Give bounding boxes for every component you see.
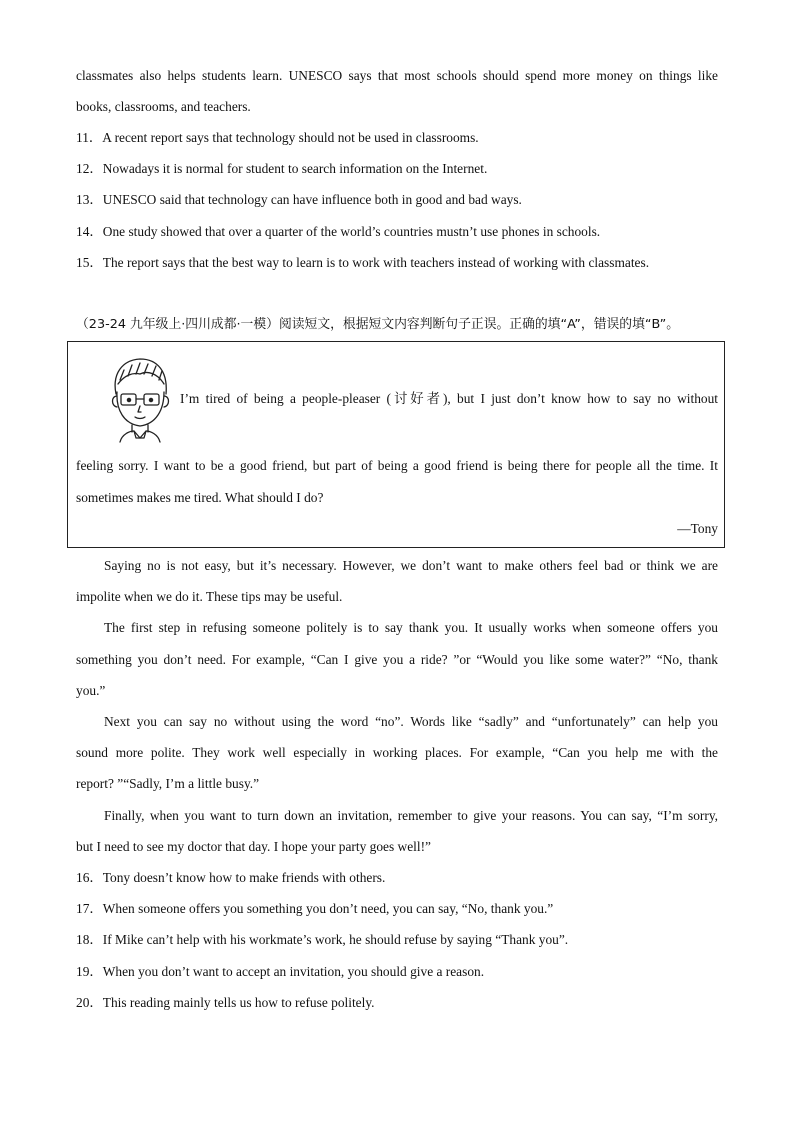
letter-line: I’m tired of being a people-pleaser (讨好者), but I just don’t know how to say no without: [180, 391, 718, 406]
question-13: [76, 192, 522, 208]
question-number: 18．: [76, 932, 103, 947]
question-text: If Mike can’t help with his workmate’s work, he should refuse by saying “Thank you”.: [102, 932, 569, 947]
question-text: UNESCO said that technology can have influence both in good and bad ways.: [102, 192, 522, 207]
paragraph-line: something you don’t need. For example, “Can I give you a ride? ”or “Would you like some water?” “No, thank: [76, 652, 718, 667]
paragraph-line: sound more polite. They work well especially in working places. For example, “Can you help me with the: [76, 745, 718, 760]
cartoon-boy-icon: [102, 354, 178, 444]
question-15: [76, 255, 649, 271]
paragraph-line: Finally, when you want to turn down an invitation, remember to give your reasons. You can say, “I’m sorry,: [104, 808, 718, 823]
question-number: 19．: [76, 964, 103, 979]
paragraph-line: The first step in refusing someone politely is to say thank you. It usually works when someone offers you: [104, 620, 718, 635]
question-20: [76, 995, 375, 1011]
letter-line: sometimes makes me tired. What should I do?: [76, 490, 324, 505]
question-number: 17．: [76, 901, 103, 916]
question-text: Nowadays it is normal for student to search information on the Internet.: [102, 161, 488, 176]
question-text: The report says that the best way to learn is to work with teachers instead of working with classmates.: [102, 255, 650, 270]
question-number: 16．: [76, 870, 103, 885]
question-12: [76, 161, 487, 177]
paragraph-line: you.”: [76, 683, 106, 698]
question-text: A recent report says that technology should not be used in classrooms.: [102, 130, 479, 145]
question-17: [76, 901, 553, 917]
passage-line: books, classrooms, and teachers.: [76, 99, 251, 114]
question-16: [76, 870, 385, 886]
question-text: One study showed that over a quarter of the world’s countries mustn’t use phones in schools.: [102, 224, 601, 239]
paragraph-line: but I need to see my doctor that day. I hope your party goes well!”: [76, 839, 431, 854]
question-text: When someone offers you something you don’t need, you can say, “No, thank you.”: [102, 901, 554, 916]
question-text: When you don’t want to accept an invitation, you should give a reason.: [102, 964, 485, 979]
passage-line: classmates also helps students learn. UNESCO says that most schools should spend more money on things like: [76, 68, 718, 83]
section-source-instructions: （23-24 九年级上·四川成都·一模）阅读短文，根据短文内容判断句子正误。正确的填“A”，错误的填“B”。: [76, 317, 680, 332]
paragraph-line: Saying no is not easy, but it’s necessary. However, we don’t want to make others feel bad or think we are: [104, 558, 718, 573]
question-number: 12．: [76, 161, 103, 176]
paragraph-line: impolite when we do it. These tips may be useful.: [76, 589, 343, 604]
letter-signature: —Tony: [677, 521, 718, 536]
question-text: Tony doesn’t know how to make friends with others.: [102, 870, 386, 885]
question-number: 20．: [76, 995, 103, 1010]
question-number: 11．: [76, 130, 103, 145]
question-18: [76, 932, 568, 948]
paragraph-line: report? ”“Sadly, I’m a little busy.”: [76, 776, 260, 791]
paragraph-line: Next you can say no without using the word “no”. Words like “sadly” and “unfortunately” can help you: [104, 714, 718, 729]
question-number: 13．: [76, 192, 103, 207]
question-14: [76, 224, 600, 240]
question-11: [76, 130, 479, 146]
question-number: 15．: [76, 255, 103, 270]
letter-line: feeling sorry. I want to be a good friend, but part of being a good friend is being there for people all the time. It: [76, 458, 718, 473]
question-number: 14．: [76, 224, 103, 239]
question-text: This reading mainly tells us how to refuse politely.: [102, 995, 375, 1010]
question-19: [76, 964, 484, 980]
